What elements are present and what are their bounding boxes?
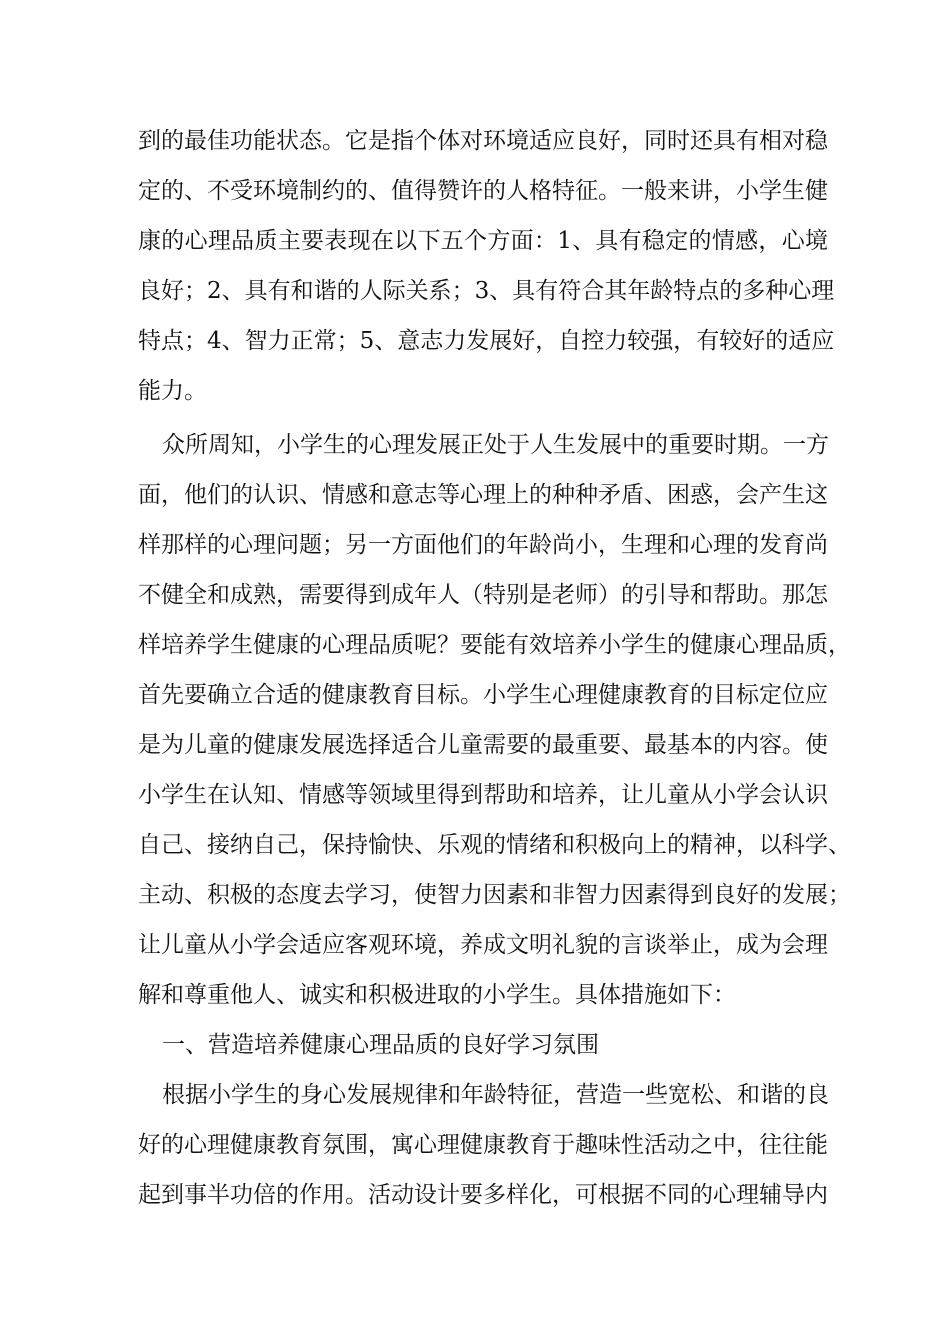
text-line: 好的心理健康教育氛围，寓心理健康教育于趣味性活动之中，往往能 <box>138 1132 828 1158</box>
paragraph-2 <box>138 420 851 1020</box>
text-line: 定的、不受环境制约的、值得赞许的人格特征。一般来讲，小学生健 <box>138 178 828 204</box>
text-line: 根据小学生的身心发展规律和年龄特征，营造一些宽松、和谐的良 <box>162 1082 829 1108</box>
text-line: 面，他们的认识、情感和意志等心理上的种种矛盾、困惑，会产生这 <box>138 482 828 508</box>
section-heading-1 <box>138 1020 828 1070</box>
text-line: 康的心理品质主要表现在以下五个方面：1、具有稳定的情感，心境 <box>138 228 828 254</box>
text-line: 不健全和成熟，需要得到成年人（特别是老师）的引导和帮助。那怎 <box>138 582 828 608</box>
section-heading-text: 一、营造培养健康心理品质的良好学习氛围 <box>162 1032 599 1058</box>
text-line: 样那样的心理问题；另一方面他们的年龄尚小，生理和心理的发育尚 <box>138 532 828 558</box>
paragraph-1 <box>138 116 835 416</box>
text-line: 让儿童从小学会适应客观环境，养成文明礼貌的言谈举止，成为会理 <box>138 932 828 958</box>
text-line: 样培养学生健康的心理品质呢？要能有效培养小学生的健康心理品质， <box>138 632 851 658</box>
text-line: 良好；2、具有和谐的人际关系；3、具有符合其年龄特点的多种心理 <box>138 278 835 304</box>
text-line: 小学生在认知、情感等领域里得到帮助和培养，让儿童从小学会认识 <box>138 782 828 808</box>
text-line: 特点；4、智力正常；5、意志力发展好，自控力较强，有较好的适应 <box>138 328 835 354</box>
text-line: 众所周知，小学生的心理发展正处于人生发展中的重要时期。一方 <box>162 432 829 458</box>
text-line: 自己、接纳自己，保持愉快、乐观的情绪和积极向上的精神，以科学、 <box>138 832 851 858</box>
text-line: 解和尊重他人、诚实和积极进取的小学生。具体措施如下： <box>138 982 736 1008</box>
text-line: 到的最佳功能状态。它是指个体对环境适应良好，同时还具有相对稳 <box>138 128 828 154</box>
document-body <box>138 116 851 1220</box>
text-line: 主动、积极的态度去学习，使智力因素和非智力因素得到良好的发展； <box>138 882 851 908</box>
paragraph-3 <box>138 1070 828 1220</box>
text-line: 是为儿童的健康发展选择适合儿童需要的最重要、最基本的内容。使 <box>138 732 828 758</box>
text-line: 首先要确立合适的健康教育目标。小学生心理健康教育的目标定位应 <box>138 682 828 708</box>
text-line: 能力。 <box>138 378 207 404</box>
text-line: 起到事半功倍的作用。活动设计要多样化，可根据不同的心理辅导内 <box>138 1182 828 1208</box>
